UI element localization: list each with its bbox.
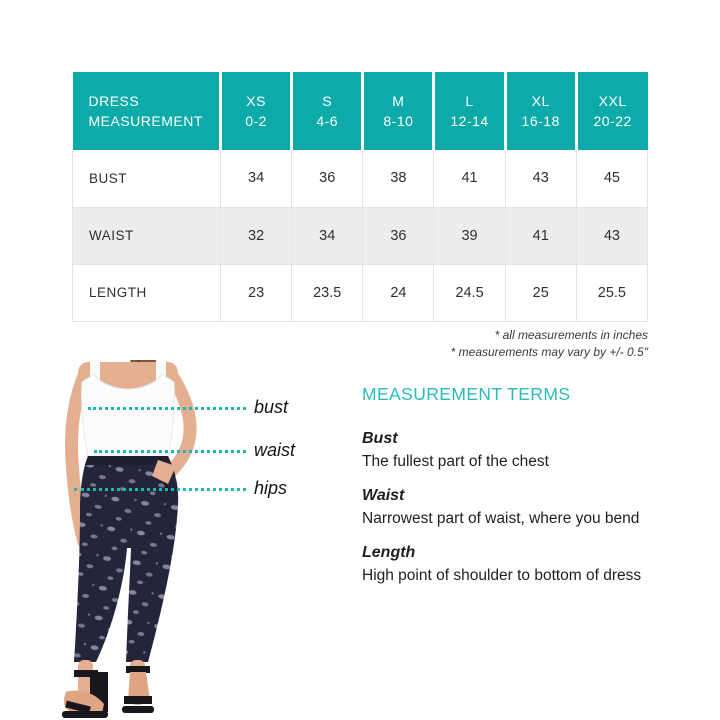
size-name: L (465, 93, 474, 109)
column-header-xl (505, 72, 576, 150)
term-name: Bust (362, 430, 398, 447)
terms-title: MEASUREMENT TERMS (362, 384, 571, 404)
row-label: BUST (73, 150, 221, 207)
footnote-inches: * all measurements in inches (494, 328, 648, 342)
size-range: 4-6 (316, 113, 339, 129)
size-name: XL (531, 93, 550, 109)
model-illustration (38, 360, 238, 720)
size-name: S (322, 93, 333, 109)
model-photo (38, 360, 238, 720)
size-name: M (392, 93, 405, 109)
footnotes (72, 327, 648, 361)
table-cell: 43 (505, 150, 576, 207)
table-cell: 24 (363, 264, 434, 321)
column-header-xs (221, 72, 292, 150)
table-cell: 24.5 (434, 264, 505, 321)
table-cell: 23 (221, 264, 292, 321)
term-item-waist (362, 486, 682, 529)
table-cell: 36 (363, 207, 434, 264)
bust-label: bust (254, 397, 289, 417)
term-item-length (362, 543, 682, 586)
size-range: 16-18 (521, 113, 560, 129)
term-name: Length (362, 544, 416, 561)
table-cell: 25 (505, 264, 576, 321)
measurement-terms-section (362, 384, 682, 600)
term-definition: The fullest part of the chest (362, 453, 549, 470)
footnote-variance: * measurements may vary by +/- 0.5" (450, 345, 648, 359)
term-name: Waist (362, 487, 405, 504)
table-row-bust (73, 150, 648, 207)
size-range: 12-14 (450, 113, 489, 129)
column-header-m (363, 72, 434, 150)
table-cell: 32 (221, 207, 292, 264)
size-range: 20-22 (593, 113, 632, 129)
size-name: XS (246, 93, 266, 109)
row-label: WAIST (73, 207, 221, 264)
size-chart-section (72, 72, 648, 322)
column-header-measurement (73, 72, 221, 150)
bust-measure-line (88, 407, 246, 410)
table-cell: 39 (434, 207, 505, 264)
table-cell: 41 (505, 207, 576, 264)
table-row-length (73, 264, 648, 321)
table-header-row (73, 72, 648, 150)
table-cell: 23.5 (292, 264, 363, 321)
table-cell: 34 (292, 207, 363, 264)
table-cell: 38 (363, 150, 434, 207)
hips-label: hips (254, 478, 288, 498)
table-cell: 25.5 (576, 264, 647, 321)
size-name: XXL (598, 93, 627, 109)
size-range: 0-2 (245, 113, 267, 129)
header-line2: MEASUREMENT (88, 113, 203, 129)
column-header-xxl (576, 72, 647, 150)
table-cell: 36 (292, 150, 363, 207)
table-cell: 34 (221, 150, 292, 207)
table-cell: 43 (576, 207, 647, 264)
size-chart-table (72, 72, 648, 322)
waist-measure-line (94, 450, 246, 453)
header-line1: DRESS (88, 93, 140, 109)
right-sandal (122, 666, 154, 713)
row-label: LENGTH (73, 264, 221, 321)
term-item-bust (362, 429, 682, 472)
table-cell: 45 (576, 150, 647, 207)
term-definition: High point of shoulder to bottom of dress (362, 567, 642, 584)
term-definition: Narrowest part of waist, where you bend (362, 510, 640, 527)
pants (74, 456, 178, 662)
column-header-s (292, 72, 363, 150)
hips-measure-line (74, 488, 246, 491)
column-header-l (434, 72, 505, 150)
table-row-waist (73, 207, 648, 264)
table-cell: 41 (434, 150, 505, 207)
size-range: 8-10 (383, 113, 414, 129)
waist-label: waist (254, 440, 296, 460)
